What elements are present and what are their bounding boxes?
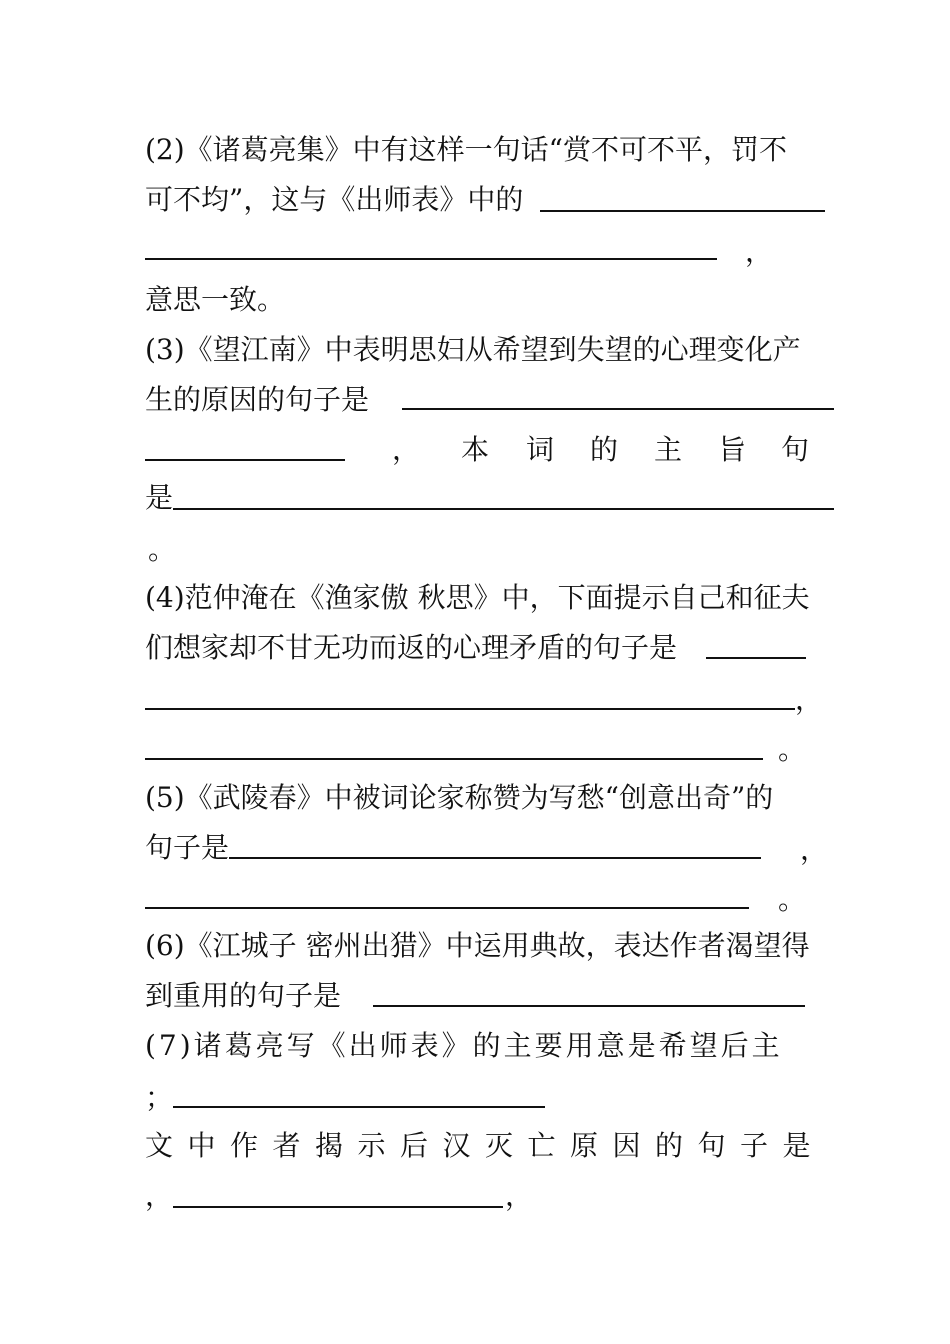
q5-period: 。 <box>778 883 807 916</box>
q5-comma: ， <box>800 833 829 866</box>
q7-comma-end: ， <box>505 1179 534 1212</box>
q5-line-1: (5)《武陵春》中被词论家称赞为写愁“创意出奇”的 <box>145 781 774 814</box>
q3-spaced-char: 词 <box>526 433 555 466</box>
q4-line-1: (4)范仲淹在《渔家傲 秋思》中，下面提示自己和征夫 <box>145 581 810 614</box>
q3-answer-blank-3[interactable] <box>173 508 834 510</box>
q3-line-1: (3)《望江南》中表明思妇从希望到失望的心理变化产 <box>145 333 801 366</box>
q7-semicolon: ； <box>145 1081 174 1114</box>
q4-answer-blank-3[interactable] <box>145 758 763 760</box>
q4-answer-blank-1[interactable] <box>706 657 806 659</box>
q3-spaced-char: 的 <box>590 433 619 466</box>
q4-line-2: 们想家却不甘无功而返的心理矛盾的句子是 <box>145 631 678 664</box>
q7-line-1: (7)诸葛亮写《出师表》的主要用意是希望后主 <box>145 1029 783 1062</box>
q3-spaced-char: 旨 <box>718 433 747 466</box>
q4-period: 。 <box>778 733 807 766</box>
q5-answer-blank-2[interactable] <box>145 907 749 909</box>
q6-line-2: 到重用的句子是 <box>145 979 342 1012</box>
q5-answer-blank-1[interactable] <box>229 857 761 859</box>
q6-line-1: (6)《江城子 密州出猎》中运用典故，表达作者渴望得 <box>145 929 810 962</box>
q2-answer-blank-1[interactable] <box>540 210 825 212</box>
q6-answer-blank[interactable] <box>373 1005 805 1007</box>
q3-spaced-comma: ， <box>392 433 421 466</box>
q2-answer-blank-2[interactable] <box>145 258 717 260</box>
q4-comma: ， <box>795 683 824 716</box>
q7-comma-start: ， <box>145 1179 174 1212</box>
q2-line-4: 意思一致。 <box>145 283 286 316</box>
q4-answer-blank-2[interactable] <box>145 708 795 710</box>
q3-spaced-char: 本 <box>461 433 490 466</box>
q3-line-2: 生的原因的句子是 <box>145 383 370 416</box>
q7-line-3: 文中作者揭示后汉灭亡原因的句子是 <box>145 1129 826 1162</box>
q5-line-2: 句子是 <box>145 831 230 864</box>
q3-answer-blank-1[interactable] <box>402 408 834 410</box>
q3-spaced-char: 主 <box>654 433 683 466</box>
q2-line-2: 可不均”，这与《出师表》中的 <box>145 183 524 216</box>
q3-answer-blank-2[interactable] <box>145 459 345 461</box>
q2-line-1: (2)《诸葛亮集》中有这样一句话“赏不可不平，罚不 <box>145 133 787 166</box>
q3-spaced-char: 句 <box>781 433 810 466</box>
q3-line-4: 是 <box>145 481 174 514</box>
q3-period: 。 <box>148 533 177 566</box>
q2-comma: ， <box>745 235 774 268</box>
q7-answer-blank-1[interactable] <box>173 1106 545 1108</box>
q7-answer-blank-2[interactable] <box>173 1206 503 1208</box>
